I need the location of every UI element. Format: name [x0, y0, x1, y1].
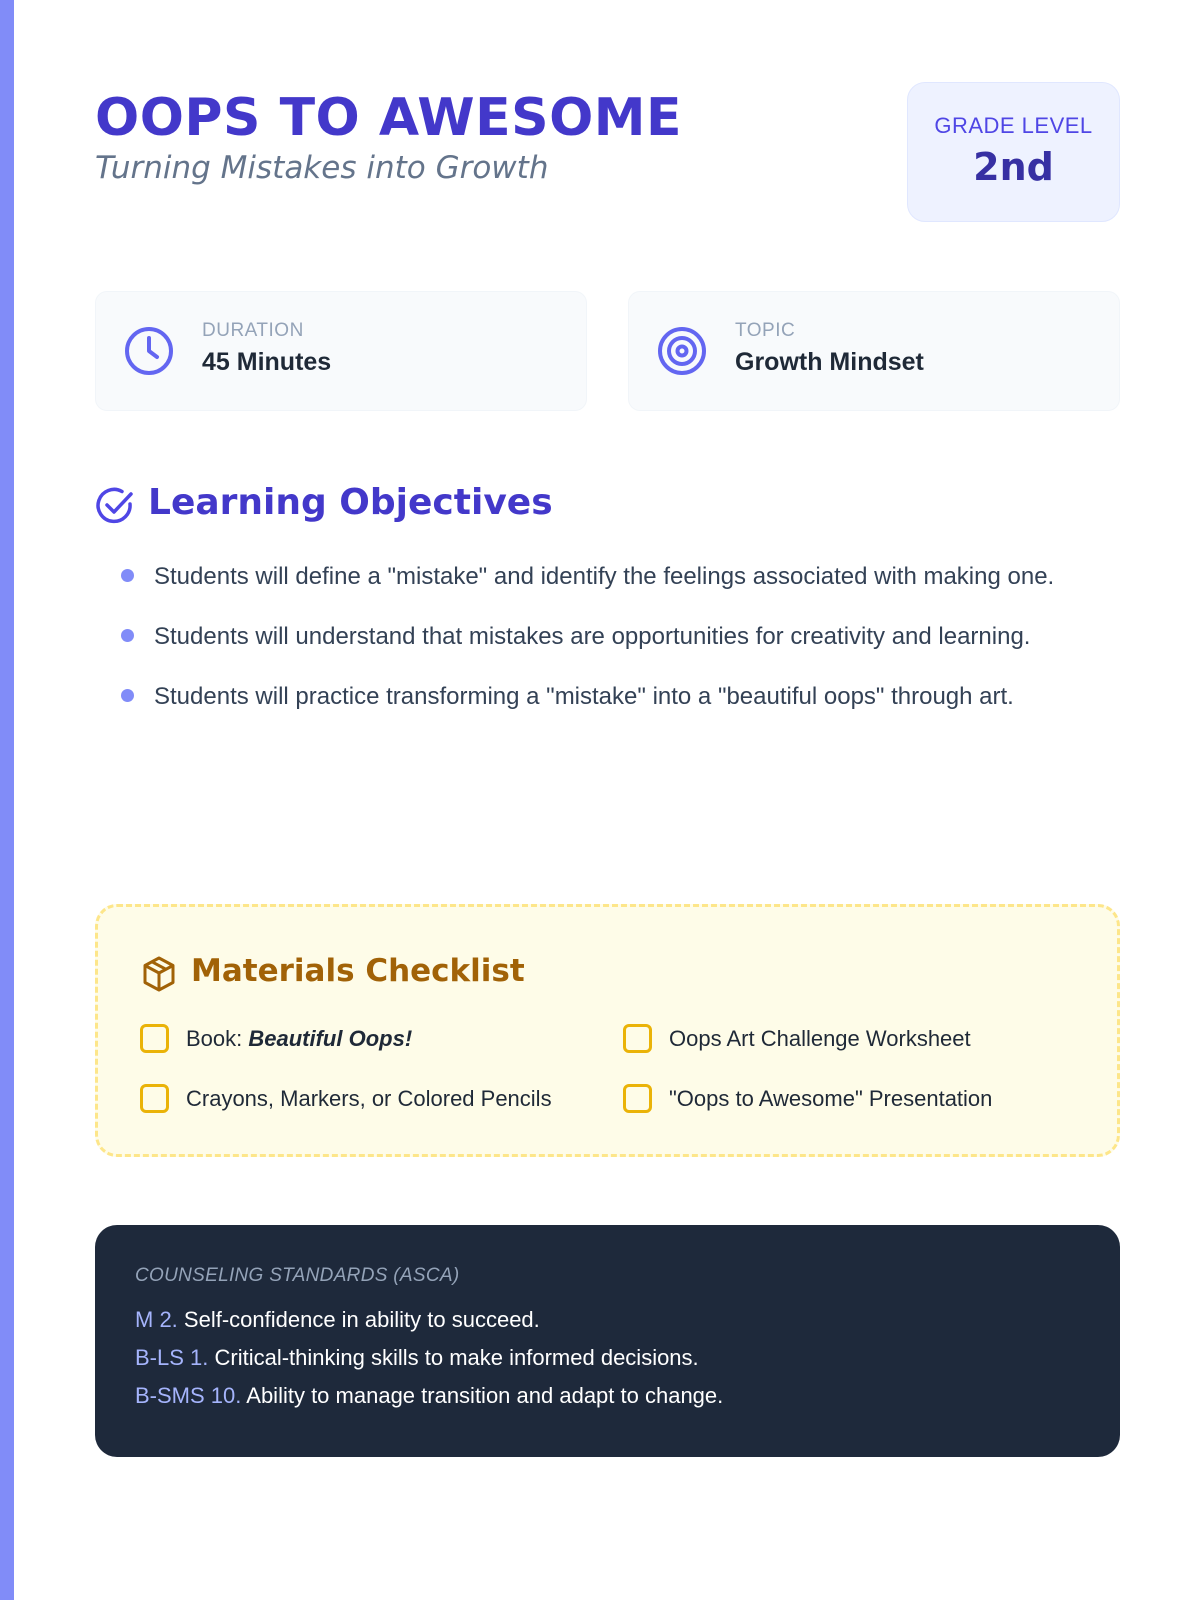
standards-title: COUNSELING STANDARDS (ASCA)	[135, 1265, 460, 1286]
material-checkbox[interactable]	[623, 1084, 652, 1113]
standard-line	[135, 1383, 723, 1409]
standard-text: Self-confidence in ability to succeed.	[177, 1307, 540, 1332]
left-accent-bar	[0, 0, 14, 1600]
standard-code: M 2.	[135, 1307, 178, 1332]
package-icon	[140, 955, 178, 993]
material-checkbox[interactable]	[623, 1024, 652, 1053]
standard-line	[135, 1345, 699, 1371]
material-checkbox[interactable]	[140, 1084, 169, 1113]
bullet-dot	[121, 569, 134, 582]
target-icon	[655, 324, 709, 378]
grade-level-label: GRADE LEVEL	[934, 113, 1093, 138]
objective-item	[95, 617, 1120, 657]
topic-value: Growth Mindset	[735, 348, 924, 376]
header	[95, 82, 1120, 224]
clock-icon	[122, 324, 176, 378]
check-circle-icon	[95, 486, 135, 526]
page-title: OOPS TO AWESOME	[95, 88, 683, 148]
objective-item	[95, 677, 1120, 717]
duration-label: DURATION	[202, 320, 304, 341]
material-label-prefix: Book:	[186, 1026, 249, 1051]
material-label: "Oops to Awesome" Presentation	[669, 1086, 993, 1111]
objective-text: Students will understand that mistakes are opportunities for creativity and learning.	[154, 623, 1031, 650]
standard-text: Critical-thinking skills to make informed decisions.	[208, 1345, 699, 1370]
topic-card	[628, 291, 1120, 411]
counseling-standards	[95, 1225, 1120, 1457]
standard-code: B-SMS 10.	[135, 1383, 242, 1408]
materials-checklist	[95, 904, 1120, 1157]
bullet-dot	[121, 629, 134, 642]
grade-level-badge	[907, 82, 1120, 222]
standard-code: B-LS 1.	[135, 1345, 209, 1370]
standard-text: Ability to manage transition and adapt to change.	[241, 1383, 724, 1408]
grade-level-value: 2nd	[973, 145, 1054, 189]
bullet-dot	[121, 689, 134, 702]
material-checkbox[interactable]	[140, 1024, 169, 1053]
material-label-book-title: Beautiful Oops!	[248, 1026, 413, 1051]
objectives-heading-text: Learning Objectives	[148, 482, 553, 523]
objective-text: Students will practice transforming a "mistake" into a "beautiful oops" through art.	[154, 683, 1014, 710]
objectives-list	[95, 557, 1120, 737]
info-row	[95, 291, 1120, 411]
duration-value: 45 Minutes	[202, 348, 332, 376]
topic-label: TOPIC	[735, 320, 796, 341]
material-label: Oops Art Challenge Worksheet	[669, 1026, 971, 1051]
materials-heading-text: Materials Checklist	[191, 953, 525, 989]
page-subtitle: Turning Mistakes into Growth	[95, 150, 549, 186]
objective-item	[95, 557, 1120, 597]
material-label	[186, 1024, 412, 1054]
objective-text: Students will define a "mistake" and identify the feelings associated with making one.	[154, 563, 1055, 590]
standard-line	[135, 1307, 540, 1333]
duration-card	[95, 291, 587, 411]
material-label: Crayons, Markers, or Colored Pencils	[186, 1086, 552, 1111]
